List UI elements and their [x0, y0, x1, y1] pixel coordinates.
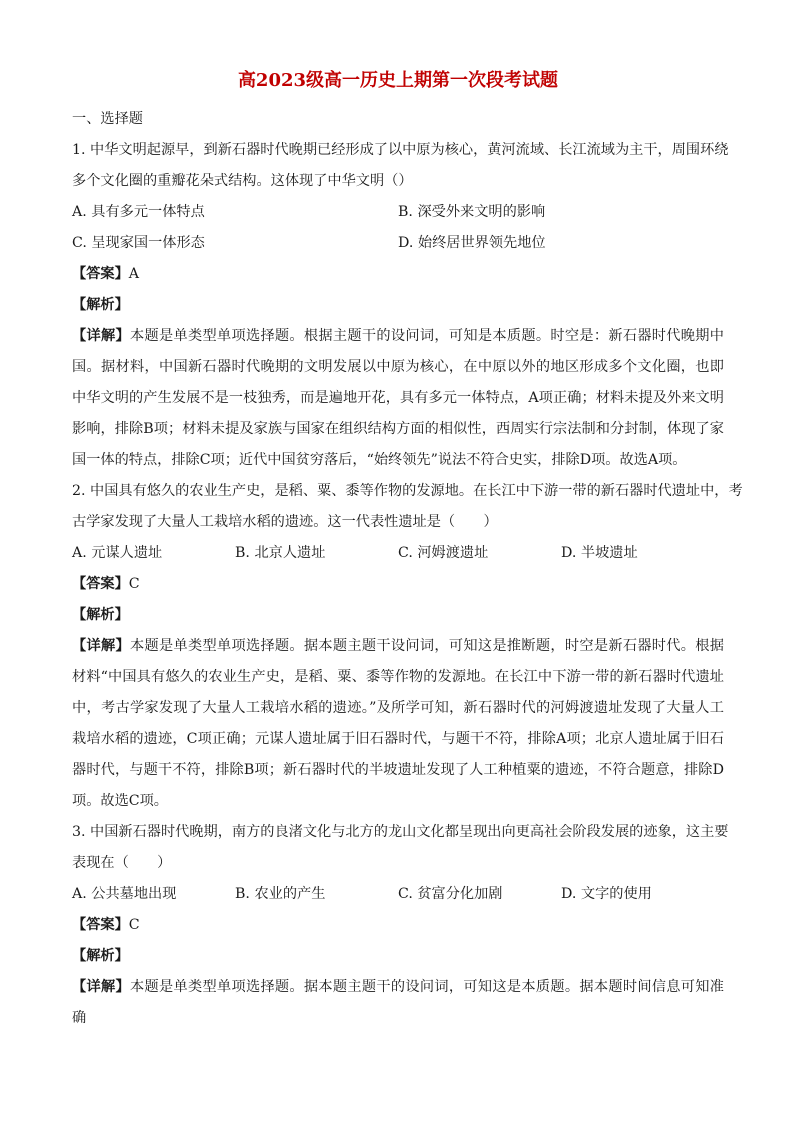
- exam-page: [72, 66, 743, 1034]
- question-stem-line: 古学家发现了大量人工栽培水稻的遗迹。这一代表性遗址是（ ）: [72, 514, 498, 530]
- analysis-label: 【解析】: [72, 297, 129, 313]
- question-1: [72, 135, 729, 476]
- option-d: D. 半坡遗址: [561, 545, 638, 561]
- answer-line: [72, 910, 724, 941]
- question-stem-line: 2. 中国具有悠久的农业生产史，是稻、粟、黍等作物的发源地。在长江中下游一带的新石器时代遗址中，考: [72, 483, 743, 499]
- answer-value: C: [128, 576, 140, 592]
- detail-paragraph: [72, 631, 724, 817]
- options-row: [72, 197, 724, 228]
- detail-paragraph: [72, 321, 724, 476]
- option-c: C. 贫富分化加剧: [398, 886, 503, 902]
- option-b: B. 农业的产生: [235, 886, 326, 902]
- option-c: C. 河姆渡遗址: [398, 545, 489, 561]
- answer-label: 【答案】: [72, 266, 129, 282]
- question-2: [72, 476, 743, 817]
- option-a: A. 具有多元一体特点: [72, 204, 205, 220]
- detail-text: 本题是单类型单项选择题。据本题主题干的设问词，可知这是本质题。据本题时间信息可知准确: [72, 979, 724, 1026]
- answer-value: C: [128, 917, 140, 933]
- exam-title: 高2023级高一历史上期第一次段考试题: [237, 70, 559, 91]
- question-stem-line: 多个文化圈的重瓣花朵式结构。这体现了中华文明（）: [72, 173, 413, 189]
- answer-label: 【答案】: [72, 576, 129, 592]
- section-heading: 一、选择题: [72, 111, 143, 127]
- question-stem-line: 表现在（ ）: [72, 855, 172, 871]
- options-row: [72, 228, 724, 259]
- option-d: D. 文字的使用: [561, 886, 652, 902]
- analysis-label: 【解析】: [72, 607, 129, 623]
- option-b: B. 北京人遗址: [235, 545, 326, 561]
- options-row: [72, 879, 724, 910]
- option-b: B. 深受外来文明的影响: [398, 204, 546, 220]
- detail-label: 【详解】: [72, 638, 130, 654]
- option-a: A. 公共墓地出现: [72, 886, 177, 902]
- detail-label: 【详解】: [72, 979, 130, 995]
- answer-line: [72, 569, 724, 600]
- question-3: [72, 817, 729, 1034]
- detail-text: 本题是单类型单项选择题。据本题主题干设问词，可知这是推断题，时空是新石器时代。根据材料“中国具有悠久的农业生产史，是稻、粟、黍等作物的发源地。在长江中下游一带的新石器时代遗址中，考古学家发现了大量人工栽培水稻的遗迹。”及所学可知，新石器时代的河姆渡遗址发现了大量人工栽培水稻的遗迹，C项正确；元谋人遗址属于旧石器时代，与题干不符，排除A项；北京人遗址属于旧石器时代，与题干不符，排除B项；新石器时代的半坡遗址发现了人工种植粟的遗迹，不符合题意，排除D项。故选C项。: [72, 638, 724, 809]
- detail-text: 本题是单类型单项选择题。根据主题干的设问词，可知是本质题。时空是：新石器时代晚期中国。据材料，中国新石器时代晚期的文明发展以中原为核心，在中原以外的地区形成多个文化圈，也即中华文明的产生发展不是一枝独秀，而是遍地开花，具有多元一体特点，A项正确；材料未提及外来文明影响，排除B项；材料未提及家族与国家在组织结构方面的相似性，西周实行宗法制和分封制，体现了家国一体的特点，排除C项；近代中国贫穷落后，“始终领先”说法不符合史实，排除D项。故选A项。: [72, 328, 724, 468]
- answer-value: A: [128, 266, 140, 282]
- detail-label: 【详解】: [72, 328, 130, 344]
- option-c: C. 呈现家国一体形态: [72, 235, 205, 251]
- analysis-label: 【解析】: [72, 948, 129, 964]
- answer-line: [72, 259, 724, 290]
- options-row: [72, 538, 724, 569]
- answer-label: 【答案】: [72, 917, 129, 933]
- option-d: D. 始终居世界领先地位: [398, 235, 546, 251]
- detail-paragraph: [72, 972, 724, 1034]
- question-stem-line: 1. 中华文明起源早，到新石器时代晚期已经形成了以中原为核心，黄河流域、长江流域为主干，周围环绕: [72, 142, 729, 158]
- option-a: A. 元谋人遗址: [72, 545, 163, 561]
- question-stem-line: 3. 中国新石器时代晚期，南方的良渚文化与北方的龙山文化都呈现出向更高社会阶段发展的迹象，这主要: [72, 824, 729, 840]
